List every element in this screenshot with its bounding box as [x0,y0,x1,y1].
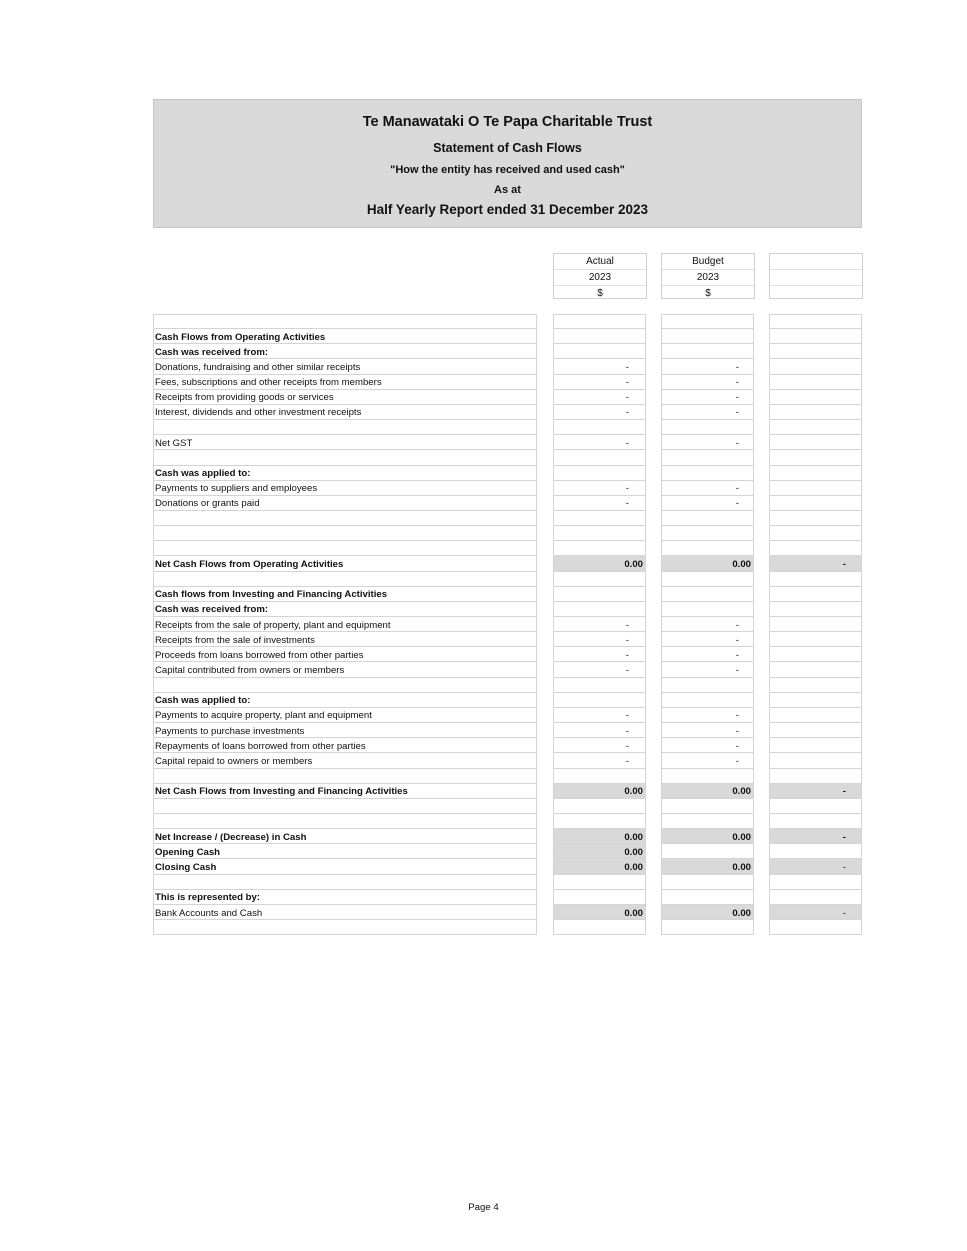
extra-value: - [842,862,846,873]
actual-total: 0.00 [624,559,643,570]
row-label: Repayments of loans borrowed from other parties [155,741,366,752]
budget-value: - [735,407,739,418]
table-row [0,830,967,845]
table-row [0,405,967,420]
grid-cell [661,450,754,466]
budget-value: - [735,483,739,494]
row-label: Capital contributed from owners or members [155,665,345,676]
grid-cell [153,572,537,587]
extra-column-header [769,253,863,299]
actual-column-year: 2023 [554,270,646,286]
grid-cell [769,572,862,587]
actual-value: - [625,620,629,631]
actual-total: 0.00 [624,786,643,797]
grid-cell [553,526,646,541]
sub-heading: Cash was received from: [155,347,269,358]
row-label: Fees, subscriptions and other receipts from members [155,377,382,388]
grid-cell [553,678,646,693]
table-row [0,708,967,723]
table-row [0,375,967,390]
statement-title: Statement of Cash Flows [433,141,582,155]
actual-value: - [625,710,629,721]
budget-total: 0.00 [732,908,751,919]
grid-cell [769,875,862,890]
as-at-label: As at [494,184,521,196]
grid-cell [553,314,646,329]
table-row [0,330,967,345]
grid-cell [661,541,754,556]
table-row [0,602,967,617]
actual-column-label: Actual [554,254,646,270]
actual-total: 0.00 [624,908,643,919]
table-row [0,633,967,648]
table-row [0,724,967,739]
row-label: Receipts from the sale of investments [155,635,315,646]
grid-cell [661,814,754,829]
table-row [0,587,967,602]
table-row [0,693,967,708]
table-row [0,739,967,754]
grid-cell [769,799,862,814]
extra-value: - [842,832,846,843]
budget-value: - [735,756,739,767]
table-row [0,360,967,375]
budget-value: - [735,726,739,737]
grid-cell [769,769,862,784]
row-label: Payments to suppliers and employees [155,483,318,494]
sub-heading: Cash was applied to: [155,695,251,706]
budget-total: 0.00 [732,559,751,570]
table-row [0,345,967,360]
budget-value: - [735,650,739,661]
grid-cell [153,769,537,784]
budget-value: - [735,710,739,721]
grid-cell [661,875,754,890]
grid-cell [769,678,862,693]
grid-cell [769,511,862,526]
actual-value: - [625,498,629,509]
grid-cell [661,572,754,587]
actual-value: - [625,635,629,646]
table-row [0,784,967,799]
total-label: Net Cash Flows from Investing and Financing Activities [155,786,408,797]
row-label: Donations, fundraising and other similar receipts [155,362,361,373]
grid-cell [769,920,862,935]
grid-cell [661,511,754,526]
sub-heading: Cash was applied to: [155,468,251,479]
grid-cell [153,541,537,556]
table-row [0,754,967,769]
total-label: Net Cash Flows from Operating Activities [155,559,344,570]
row-label: Opening Cash [155,847,221,858]
grid-cell [153,526,537,541]
table-row [0,436,967,451]
grid-cell [153,314,537,329]
grid-cell [661,799,754,814]
budget-column-unit: $ [705,288,711,299]
row-label: Closing Cash [155,862,217,873]
grid-cell [153,511,537,526]
total-label: Net Increase / (Decrease) in Cash [155,832,307,843]
statement-header [153,99,862,228]
grid-cell [661,420,754,435]
actual-value: - [625,741,629,752]
grid-cell [661,678,754,693]
table-row [0,906,967,921]
grid-cell [553,769,646,784]
extra-value: - [842,559,846,570]
grid-cell [553,450,646,466]
grid-cell [153,920,537,935]
budget-value: - [735,635,739,646]
statement-subtitle: "How the entity has received and used cash" [390,164,625,176]
budget-value: - [735,620,739,631]
table-row [0,845,967,860]
grid-cell [553,572,646,587]
row-label: Proceeds from loans borrowed from other parties [155,650,364,661]
section-heading: Cash Flows from Operating Activities [155,332,326,343]
budget-value: - [735,362,739,373]
grid-cell [153,678,537,693]
grid-cell [769,314,862,329]
extra-value: - [842,786,846,797]
organisation-name: Te Manawataki O Te Papa Charitable Trust [362,114,653,130]
actual-value: - [625,483,629,494]
grid-cell [661,314,754,329]
report-period: Half Yearly Report ended 31 December 2023 [366,202,649,217]
grid-cell [769,450,862,466]
budget-value: - [735,392,739,403]
actual-value: - [625,362,629,373]
table-row [0,663,967,678]
budget-total: 0.00 [732,862,751,873]
grid-cell [769,420,862,435]
grid-cell [769,526,862,541]
grid-cell [153,420,537,435]
budget-column-label: Budget [662,254,754,270]
actual-total: 0.00 [624,832,643,843]
grid-cell [153,814,537,829]
grid-cell [553,920,646,935]
budget-value: - [735,741,739,752]
grid-cell [553,541,646,556]
row-label: Donations or grants paid [155,498,260,509]
budget-value: - [735,665,739,676]
budget-value: - [735,438,739,449]
row-label: Bank Accounts and Cash [155,908,263,919]
grid-cell [769,541,862,556]
row-label: Interest, dividends and other investment receipts [155,407,362,418]
grid-cell [553,420,646,435]
page-number: Page 4 [468,1202,499,1213]
actual-value: - [625,377,629,388]
row-label: Payments to acquire property, plant and equipment [155,710,372,721]
grid-cell [553,799,646,814]
actual-column-header [553,253,647,299]
grid-cell [153,799,537,814]
sub-heading: Cash was received from: [155,604,269,615]
table-row [0,496,967,511]
table-row [0,481,967,496]
section-heading: Cash flows from Investing and Financing Activities [155,589,388,600]
grid-cell [661,769,754,784]
grid-cell [553,814,646,829]
row-label: Capital repaid to owners or members [155,756,313,767]
actual-value: - [625,392,629,403]
actual-value: 0.00 [624,847,643,858]
grid-cell [769,814,862,829]
grid-cell [153,450,537,466]
actual-total: 0.00 [624,862,643,873]
budget-value: - [735,498,739,509]
row-label: Payments to purchase investments [155,726,305,737]
budget-column-header [661,253,755,299]
table-row [0,557,967,572]
extra-value: - [842,908,846,919]
actual-column-unit: $ [597,288,603,299]
actual-value: - [625,756,629,767]
row-label: Net GST [155,438,193,449]
actual-value: - [625,438,629,449]
table-row [0,860,967,875]
budget-total: 0.00 [732,832,751,843]
actual-value: - [625,665,629,676]
table-row [0,466,967,481]
budget-value: - [735,377,739,388]
table-row [0,648,967,663]
actual-value: - [625,407,629,418]
grid-cell [661,526,754,541]
grid-cell [661,920,754,935]
table-row [0,618,967,633]
table-row [0,890,967,905]
grid-cell [553,875,646,890]
actual-value: - [625,726,629,737]
grid-cell [553,511,646,526]
actual-value: - [625,650,629,661]
budget-total: 0.00 [732,786,751,797]
grid-cell [153,875,537,890]
row-label: Receipts from providing goods or services [155,392,334,403]
sub-heading: This is represented by: [155,892,261,903]
budget-column-year: 2023 [662,270,754,286]
table-row [0,390,967,405]
row-label: Receipts from the sale of property, plant and equipment [155,620,391,631]
